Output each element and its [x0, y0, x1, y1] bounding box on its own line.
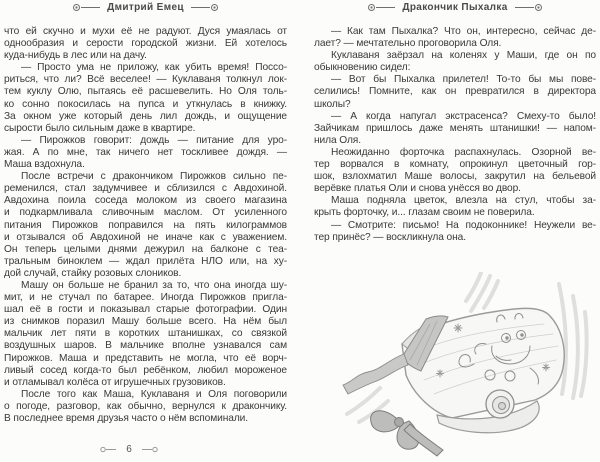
paragraph: [4, 171, 287, 280]
running-head-author: Дмитрий Емец: [107, 2, 184, 13]
right-page: [314, 0, 596, 462]
text-line: Куклаваня заёрзал на коленях у Маши, где он по: [331, 50, 596, 62]
paragraph: [314, 195, 596, 219]
text-line: тем куклу Олю, пытаясь её расшевелить. Но Оля толь-: [4, 86, 287, 98]
running-head-right: [314, 2, 596, 13]
text-line: из снимков поразил Машу больше всего. На нём был: [4, 316, 287, 328]
text-line: Авдохина поила соседа молоком из своего магазина: [4, 195, 287, 207]
scroll-spiral-end-icon: [486, 390, 514, 418]
text-line: что ей скучно и мухи её не радуют. Дуся умаялась от: [4, 26, 287, 37]
spiral-dash-ornament-icon: [72, 3, 100, 12]
page-number: 6: [126, 444, 132, 455]
text-line: После встречи с дракончиком Пирожков сильно пе-: [21, 171, 287, 183]
text-line: ременился, стал задумчивее и сблизился с Авдохиной.: [4, 183, 287, 195]
text-line: — А когда напугал экстрасенса? Смеху-то было!: [331, 110, 596, 122]
text-line: и подкармливала сливочным маслом. От усиленного: [4, 207, 287, 219]
text-line: — Вот бы Пыхалка прилетел! То-то бы мы пове-: [331, 74, 596, 86]
left-page: [4, 0, 287, 462]
text-line: шал её в гости и показывал старые фотографии. Один: [4, 304, 287, 316]
text-line: тральным биноклем — ждал прилёта НЛО или, на ху-: [4, 255, 287, 267]
text-line: риться, что ли? Всё веселее! — Куклаваня толкнул лок-: [4, 74, 287, 86]
paragraph: [314, 26, 596, 50]
right-page-text: [314, 26, 596, 244]
paragraph: [4, 389, 287, 425]
paragraph: [314, 220, 596, 244]
paragraph: [4, 26, 287, 62]
spiral-dash-ornament-icon: [515, 3, 543, 12]
text-line: сырости было сильным даже в квартире.: [4, 122, 196, 134]
text-line: В последнее время друзья часто о нём вспоминали.: [4, 413, 248, 424]
text-line: За окном уже который день лил дождь, и ощущение: [4, 110, 287, 122]
running-head-title: Дракончик Пыхалка: [402, 2, 508, 13]
text-line: питания Пирожков поправился на пять килограммов: [4, 219, 287, 231]
text-line: После того как Маша, Куклаваня и Оля поговорили: [21, 388, 287, 400]
text-line: жая. А по мне, так ничего нет тоскливее дождя. —: [4, 146, 287, 158]
page-folio: [4, 444, 254, 455]
text-line: крыть форточку, и... глазам своим не поверила.: [314, 207, 535, 219]
text-line: о погоде, разговор, как обычно, вернулся к дракончику.: [4, 400, 287, 412]
text-line: Он теперь целыми днями дежурил на балконе с теа-: [4, 243, 287, 255]
text-line: и отламывал колёса от игрушечных грузовиков.: [4, 376, 226, 388]
paragraph: [314, 111, 596, 147]
text-line: Маша вздохнула.: [4, 159, 85, 171]
spiral-dash-ornament-icon: [367, 3, 395, 12]
paragraph: [4, 62, 287, 135]
circle-dash-ornament-icon: [100, 446, 116, 453]
text-line: куда-нибудь в лес или на дачу.: [4, 50, 147, 62]
text-line: тер ворвался в комнату, опрокинул цветочный гор-: [314, 159, 596, 171]
text-line: мальчик лет пяти в коротких штанишках, со связкой: [4, 328, 287, 340]
text-line: Маша подняла цветок, влезла на стул, чтобы за-: [331, 195, 596, 207]
paragraph: [314, 74, 596, 110]
text-line: тер принёс? — воскликнула она.: [314, 231, 466, 243]
text-line: — Просто ума не приложу, как убить время! Поссо-: [21, 62, 287, 74]
text-line: верёвке платья Оли и снова унёсся во двор.: [314, 183, 521, 195]
text-line: и отзывался об Авдохиной не иначе как с уважением.: [4, 231, 287, 243]
text-line: ливый сосед когда-то был ребёнком, любил мороженое: [4, 364, 287, 376]
text-line: воздушных шаров. В мальчике вполне узнавался сам: [4, 340, 287, 352]
paragraph: [4, 280, 287, 389]
text-line: нила Оля.: [314, 134, 361, 146]
paragraph: [314, 147, 596, 195]
text-line: Пирожков. Маша и представить не могла, что её ворч-: [4, 352, 287, 364]
text-line: Неожиданно форточка распахнулась. Озорной ве-: [331, 146, 596, 158]
paragraph: [314, 50, 596, 74]
text-line: однообразия и серости городской жизни. Ей хотелось: [4, 38, 287, 50]
paragraph: [4, 135, 287, 171]
text-line: ко сонно покосилась на пупса и уткнулась в книжку.: [4, 98, 287, 110]
text-line: мит, и не стучал по батарее. Иногда Пирожков пригла-: [4, 292, 287, 304]
text-line: обыкновению сидел:: [314, 62, 411, 74]
text-line: школы?: [314, 98, 351, 110]
circle-dash-ornament-icon: [142, 446, 158, 453]
ribbon-bow-icon: [371, 411, 443, 456]
text-line: — Как там Пыхалка? Что он, интересно, сейчас де-: [331, 26, 596, 37]
left-page-text: [4, 26, 287, 425]
text-line: — Смотрите: письмо! На подоконнике! Неужели ве-: [331, 219, 596, 231]
spiral-dash-ornament-icon: [191, 3, 219, 12]
running-head-left: [4, 2, 287, 13]
text-line: Машу он больше не бранил за то, что она иногда шу-: [21, 279, 287, 291]
text-line: — Пирожков говорит: дождь — питание для уро-: [21, 134, 287, 146]
text-line: лает? — мечтательно проговорила Оля.: [314, 38, 502, 50]
text-line: дой случай, стайку розовых слоников.: [4, 267, 182, 279]
text-line: шок, взлохматил Маше волосы, закрутил на бельевой: [314, 171, 596, 183]
text-line: селились! Помните, как он превратился в директора: [314, 86, 596, 98]
text-line: Зайчикам пришлось даже менять штанишки! — напом-: [314, 122, 596, 134]
flying-scroll-letter-illustration: [340, 272, 600, 462]
